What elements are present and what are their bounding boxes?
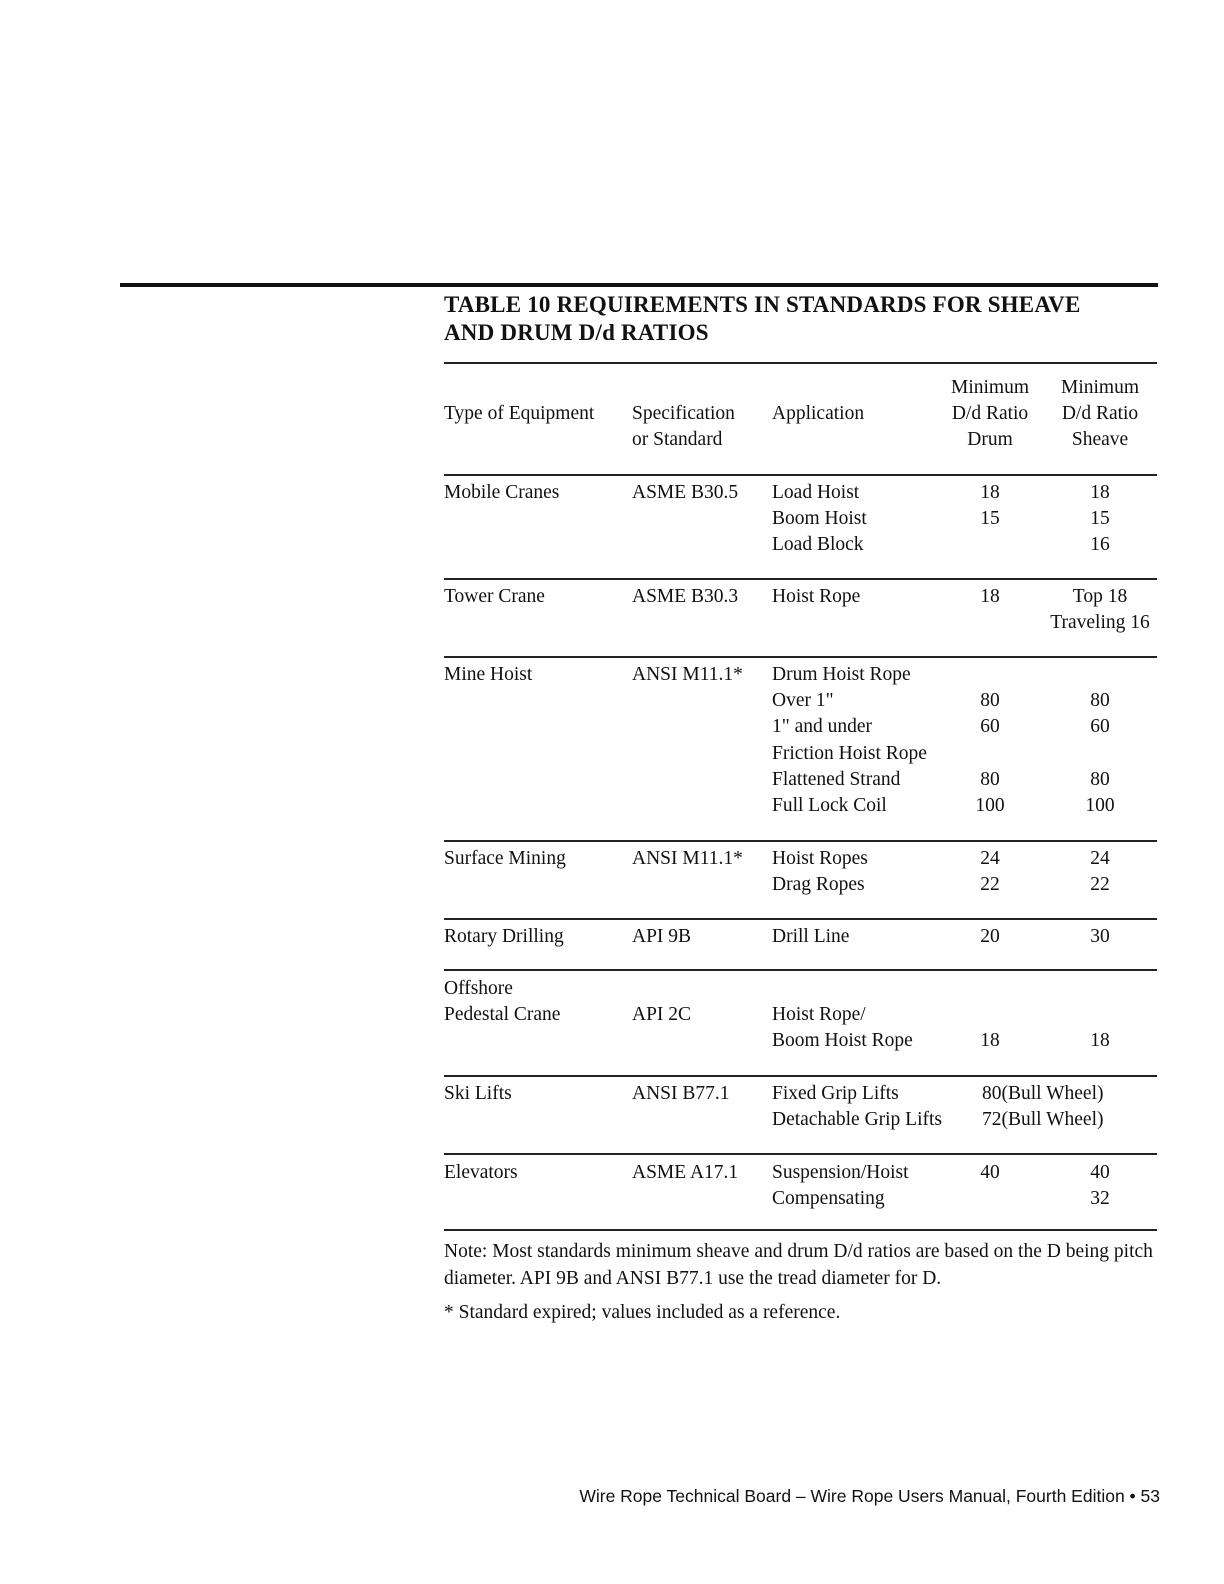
group-rule bbox=[444, 1153, 1157, 1155]
sheave-value: 60 bbox=[1090, 716, 1110, 738]
application-cell bbox=[772, 662, 927, 819]
sheave-value: 18 bbox=[1090, 1030, 1110, 1052]
group-rule bbox=[444, 840, 1157, 842]
drum-value: 80 bbox=[980, 690, 1000, 712]
sheave-cell bbox=[1044, 662, 1156, 819]
header-specification bbox=[632, 401, 735, 453]
group-rule bbox=[444, 656, 1157, 658]
table-note: Note: Most standards minimum sheave and drum D/d ratios are based on the D being pitch diameter. API 9B and ANSI B77.1 use the tread diameter for D. bbox=[444, 1241, 1153, 1289]
table-title-line-2: AND DRUM D/d RATIOS bbox=[444, 320, 709, 345]
application-cell bbox=[772, 584, 860, 636]
sheave-value bbox=[1044, 662, 1156, 688]
drum-cell bbox=[940, 924, 1040, 950]
sheave-value: 80 bbox=[1090, 690, 1110, 712]
header-sheave-line-2: D/d Ratio bbox=[1061, 403, 1139, 425]
drum-value bbox=[940, 662, 1040, 688]
sheave-value: 15 bbox=[1090, 508, 1110, 530]
header-drum-line-1: Minimum bbox=[950, 377, 1029, 398]
application-cell bbox=[772, 1081, 942, 1133]
application-line: Full Lock Coil bbox=[772, 794, 887, 816]
equipment-cell bbox=[444, 662, 532, 688]
group-rule bbox=[444, 578, 1157, 580]
group-rule bbox=[444, 969, 1157, 971]
equipment-line: Ski Lifts bbox=[444, 1083, 512, 1104]
sheave-value: Top 18 bbox=[1072, 586, 1128, 607]
sheave-value: 32 bbox=[1090, 1188, 1110, 1210]
sheave-value: 24 bbox=[1090, 848, 1110, 869]
drum-cell bbox=[940, 846, 1040, 898]
equipment-line: Mobile Cranes bbox=[444, 482, 560, 503]
application-line: Fixed Grip Lifts bbox=[772, 1083, 899, 1104]
sheave-value bbox=[1044, 741, 1156, 767]
application-line: Boom Hoist Rope bbox=[772, 1030, 913, 1052]
table-title-line-1: TABLE 10 REQUIREMENTS IN STANDARDS FOR SHEAVE bbox=[444, 292, 1081, 317]
application-line: Hoist Rope/ bbox=[772, 1004, 866, 1025]
header-specification-line-2: or Standard bbox=[632, 429, 723, 451]
application-line: Drum Hoist Rope bbox=[772, 664, 911, 685]
header-application: Application bbox=[772, 403, 865, 424]
equipment-line: Tower Crane bbox=[444, 586, 545, 607]
spec-cell: ASME A17.1 bbox=[632, 1162, 739, 1183]
equipment-line: Offshore bbox=[444, 978, 513, 999]
sheave-value: 40 bbox=[1090, 1162, 1110, 1183]
top-rule bbox=[120, 283, 1158, 287]
application-line bbox=[772, 610, 860, 636]
spec-cell: ASME B30.3 bbox=[632, 586, 739, 607]
drum-value: 100 bbox=[975, 794, 1005, 816]
application-line: 1" and under bbox=[772, 716, 873, 738]
application-cell bbox=[772, 846, 868, 898]
equipment-cell bbox=[444, 1160, 518, 1186]
combined-value: 80(Bull Wheel) bbox=[982, 1083, 1104, 1104]
spec-cell: ANSI B77.1 bbox=[632, 1083, 730, 1104]
table-title bbox=[444, 291, 1164, 347]
drum-value: 18 bbox=[980, 482, 1000, 503]
drum-value bbox=[940, 1186, 1040, 1212]
table-bottom-rule bbox=[444, 1229, 1157, 1231]
combined-ratio-cell bbox=[940, 1081, 1156, 1133]
sheave-cell bbox=[1044, 1160, 1156, 1212]
drum-value: 40 bbox=[980, 1162, 1000, 1183]
header-specification-line-1: Specification bbox=[632, 403, 735, 424]
application-line: Suspension/Hoist bbox=[772, 1162, 909, 1183]
equipment-line: Pedestal Crane bbox=[444, 1004, 561, 1026]
equipment-cell bbox=[444, 1081, 512, 1107]
application-line: Drill Line bbox=[772, 926, 850, 947]
table-footnote: * Standard expired; values included as a reference. bbox=[444, 1302, 841, 1323]
application-line: Load Block bbox=[772, 534, 864, 556]
application-line: Boom Hoist bbox=[772, 508, 867, 530]
group-rule bbox=[444, 918, 1157, 920]
application-cell bbox=[772, 924, 849, 950]
sheave-value: 100 bbox=[1085, 794, 1115, 816]
drum-value: 80 bbox=[980, 768, 1000, 790]
spec-cell: API 9B bbox=[632, 926, 692, 947]
sheave-cell bbox=[1044, 1002, 1156, 1054]
header-equipment: Type of Equipment bbox=[444, 403, 595, 424]
application-line: Hoist Ropes bbox=[772, 848, 868, 869]
sheave-cell bbox=[1044, 924, 1156, 950]
header-drum bbox=[940, 375, 1040, 454]
header-top-rule bbox=[444, 362, 1157, 364]
combined-value: 72(Bull Wheel) bbox=[982, 1109, 1104, 1131]
spec-cell: API 2C bbox=[632, 1004, 692, 1025]
sheave-value: Traveling 16 bbox=[1050, 612, 1150, 634]
application-line: Over 1" bbox=[772, 690, 834, 712]
application-line: Load Hoist bbox=[772, 482, 860, 503]
drum-cell bbox=[940, 480, 1040, 559]
equipment-line: Elevators bbox=[444, 1162, 518, 1183]
header-sheave-line-3: Sheave bbox=[1071, 429, 1129, 451]
drum-cell bbox=[940, 1002, 1040, 1054]
drum-value bbox=[940, 1002, 1040, 1028]
equipment-line: Mine Hoist bbox=[444, 664, 533, 685]
sheave-value: 22 bbox=[1090, 874, 1110, 896]
drum-value bbox=[940, 532, 1040, 558]
equipment-cell bbox=[444, 924, 564, 950]
spec-cell: ANSI M11.1* bbox=[632, 848, 743, 869]
application-line: Hoist Rope bbox=[772, 586, 861, 607]
application-cell bbox=[772, 1160, 909, 1212]
header-drum-line-3: Drum bbox=[967, 429, 1013, 451]
drum-value: 20 bbox=[980, 926, 1000, 947]
drum-cell bbox=[940, 662, 1040, 819]
equipment-cell bbox=[444, 480, 559, 506]
application-cell bbox=[772, 1002, 913, 1054]
drum-value: 24 bbox=[980, 848, 1000, 869]
group-rule bbox=[444, 474, 1157, 476]
sheave-cell bbox=[1044, 846, 1156, 898]
sheave-value: 16 bbox=[1090, 534, 1110, 556]
sheave-value: 30 bbox=[1090, 926, 1110, 947]
equipment-cell bbox=[444, 846, 566, 872]
sheave-value: 18 bbox=[1090, 482, 1110, 503]
drum-value: 18 bbox=[980, 586, 1000, 607]
application-line: Compensating bbox=[772, 1188, 885, 1210]
spec-cell: ANSI M11.1* bbox=[632, 664, 743, 685]
equipment-line: Rotary Drilling bbox=[444, 926, 564, 947]
application-line: Detachable Grip Lifts bbox=[772, 1109, 943, 1131]
spec-cell: ASME B30.5 bbox=[632, 482, 739, 503]
page-footer: Wire Rope Technical Board – Wire Rope Users Manual, Fourth Edition • 53 bbox=[579, 1486, 1160, 1506]
header-sheave-line-1: Minimum bbox=[1060, 377, 1139, 398]
sheave-value bbox=[1044, 1002, 1156, 1028]
group-rule bbox=[444, 1075, 1157, 1077]
equipment-cell bbox=[444, 584, 545, 610]
equipment-cell bbox=[444, 976, 560, 1028]
application-cell bbox=[772, 480, 867, 559]
drum-cell bbox=[940, 584, 1040, 636]
sheave-cell bbox=[1044, 584, 1156, 636]
equipment-line: Surface Mining bbox=[444, 848, 566, 869]
header-drum-line-2: D/d Ratio bbox=[951, 403, 1029, 425]
drum-value bbox=[940, 610, 1040, 636]
application-line: Flattened Strand bbox=[772, 768, 901, 790]
drum-value: 60 bbox=[980, 716, 1000, 738]
application-line: Drag Ropes bbox=[772, 874, 865, 896]
sheave-cell bbox=[1044, 480, 1156, 559]
sheave-value: 80 bbox=[1090, 768, 1110, 790]
drum-value bbox=[940, 741, 1040, 767]
drum-value: 18 bbox=[980, 1030, 1000, 1052]
drum-value: 15 bbox=[980, 508, 1000, 530]
drum-cell bbox=[940, 1160, 1040, 1212]
header-sheave bbox=[1044, 375, 1156, 454]
application-line: Friction Hoist Rope bbox=[772, 742, 927, 764]
drum-value: 22 bbox=[980, 874, 1000, 896]
